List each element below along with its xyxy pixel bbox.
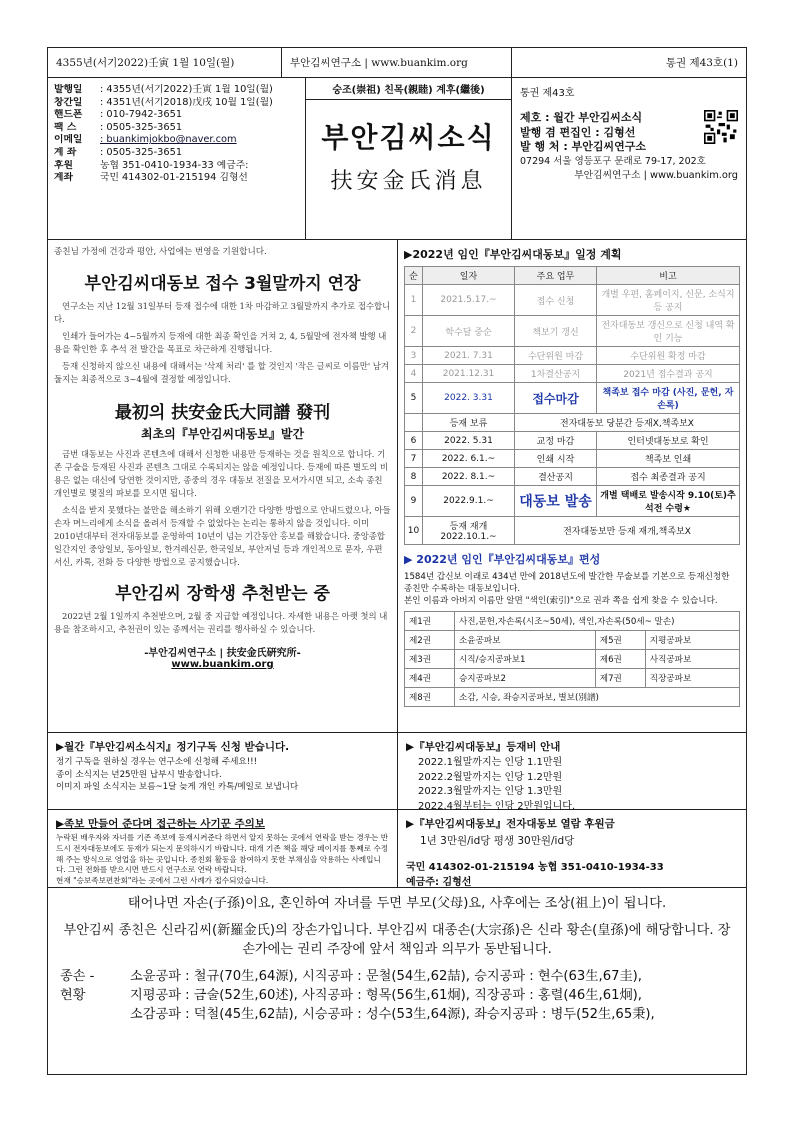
masthead-title-block: [306, 78, 512, 239]
left-column: 종친님 가정에 건강과 평안, 사업에는 번영을 기원합니다. 부안김씨대동보 접수 3월말까지 연장 연구소는 지난 12월 31일부터 등재 접수에 대한 1차 마감하고 3월말까지 추가로 접수합니다. 인쇄가 들어가는 4~5월까지 등재에 대한 최종 확인을 거쳐 2, 4, 5월말에 전자책 발행 내용을 확인한 후 추석 전 발간을 목표로 차근하게 진행됩니다. 등재 신청하지 않으신 내용에 대해서는 '삭제 처리' 를 할 것인지 '작은 글씨로 이름만' 남겨 둘지는 최종적으로 3~4월에 결정할 예정입니다. 最初의 扶安金氏大同譜 發刊 최초의『부안김씨대동보』발간 금번 대동보는 사진과 콘텐츠에 대해서 신청한 내용만 등재하는 것을 원칙으로 합니다. 기존 구술을 등재된 사진과 콘텐츠 그대로 수록되지는 않을 예정입니다. 등재에 따른 별도의 비용은 없는 대신에 당연한 것이지만, 종중의 경우 대동보 전질을 모셔가시면 되고, 소속 종친 개인별로 몇질의 파보를 모시면 됩니다. 소식을 받지 못했다는 불만을 해소하기 위해 오랜기간 다양한 방법으로 안내드렸으나, 아들 손자 며느리에게 소식을 올려서 등재할 수 없었다는 논리는 통하지 않을 것입니다. 이미 2010년대부터 전자대동보를 운영하여 10년이 넘는 기간동안 홍보를 해왔습니다. 중앙종합일간지인 중앙일보, 동아일보, 한겨레신문, 한국일보, 부안저널 등과 개인적으로 문자, 우편 서신, 카톡, 전화 등 다양한 방법으로 공지했습니다. 부안김씨 장학생 추천받는 중 2022년 2월 1일까지 추천받으며, 2월 중 지급할 예정입니다. 자세한 내용은 아랫 첫의 내용을 참조하시고, 추천권이 있는 종께서는 권리를 행사하실 수 있습니다. -부안김씨연구소 | 扶安金氏硏究所- www.buankim.org: [48, 240, 398, 732]
table-row: 제4권 승지공파보2 제7권 직장공파보: [405, 669, 740, 688]
top-center: 부안김씨연구소 | www.buankim.org: [282, 48, 512, 77]
table-row: 5 2022. 3.31 접수마감 책족보 접수 마감 (사진, 문헌, 자손록): [405, 383, 740, 414]
table-row: 9 2022.9.1.~ 대동보 발송 개별 택배로 발송시작 9.10(토)추석전 수령★: [405, 486, 740, 517]
schedule-table: 순 일자 주요 업무 비고 1 2021.5.17.~ 접수 신청 개별 우편, 홈페이지, 신문, 소식지 등 공지 2 학수달 중순 책보기 갱신 전자대동보 갱신으로 신청 내역 확인 기능 3 2021. 7.31 수단위원 마감 수단위원 확정 마감 4 2021.12.31 1차결산공지 2021년 접수결과 공지 5 2022. 3.31 접수마감 책족보 접수 마감 (사진, 문헌, 자손록) 등재 보류 전자대동보 당분간 등재X,책족보X 6 2022. 5.31 교정 마감 인터넷대동보로 확인 7 2022. 6.1.~ 인쇄 시작 책족보 인쇄 8 2022. 8.1.~ 결산공지 접수 최종결과 공지 9 2022.9.1.~ 대동보 발송 개별 택배로 발송시작 9.10(토)추석전 수령★ 10 등재 재개 2022.10.1.~ 전자대동보만 등재 재개,책족보X: [404, 266, 740, 545]
bottom-message-2: 부안김씨 종친은 신라김씨(新羅金氏)의 장손가입니다. 부안김씨 대종손(大宗孫)은 신라 황손(皇孫)에 해당합니다. 장손가에는 권리 주장에 앞서 책임과 의무가 동반됩니다.: [63, 923, 731, 957]
top-bar: [48, 48, 746, 78]
right-column: ▶2022년 임인『부안김씨대동보』일정 계획 순 일자 주요 업무 비고 1 2021.5.17.~ 접수 신청 개별 우편, 홈페이지, 신문, 소식지 등 공지 2 학수달 중순 책보기 갱신 전자대동보 갱신으로 신청 내역 확인 기능 3 2021. 7.31 수단위원 마감 수단위원 확정 마감 4 2021.12.31 1차결산공지 2021년 접수결과 공지 5 2022. 3.31 접수마감 책족보 접수 마감 (사진, 문헌, 자손록) 등재 보류 전자대동보 당분간 등재X,책족보X 6 2022. 5.31 교정 마감 인터넷대동보로 확인 7 2022. 6.1.~ 인쇄 시작 책족보 인쇄 8 2022. 8.1.~ 결산공지 접수 최종결과 공지 9 2022.9.1.~ 대동보 발송 개별 택배로 발송시작 9.10(토)추석전 수령★ 10 등재 재개 2022.10.1.~ 전자대동보만 등재 재개,책족보X ▶ 2022년 임인『부안김씨대동보』편성 1584년 갑신보 이래로 434년 만에 2018년도에 발간한 무술보를 기본으로 등재신청한 종친만 수록하는 대동보입니다. 본인 이름과 아버지 이름만 알면 "색인(索引)"으로 권과 쪽을 쉽게 찾을 수 있습니다. 제1권 사진,문헌,자손록(시조~50세), 색인,자손록(50세~ 말손) 제2권 소윤공파보 제5권 지평공파보 제3권 시직/승지공파보1 제6권 사직공파보 제4권 승지공파보2 제7권 직장공파보 제8권 소감, 시승, 좌승지공파보, 별보(別譜): [398, 240, 746, 732]
volumes-table: [404, 611, 740, 707]
status-row: 소감공파 : 덕철(45生,62喆), 시승공파 : 성수(53生,64源), 좌승지공파 : 병두(52生,65秉),: [130, 1007, 655, 1022]
table-row: 제1권 사진,문헌,자손록(시조~50세), 색인,자손록(50세~ 말손): [405, 612, 740, 631]
top-issue: 통권 제43호(1): [665, 57, 738, 69]
signature: -부안김씨연구소 | 扶安金氏硏究所-: [144, 648, 301, 659]
table-row: 제3권 시직/승지공파보1 제6권 사직공파보: [405, 650, 740, 669]
publisher-info: 통권 제43호 제호 : 월간 부안김씨소식 발행 겸 편집인 : 김형선 발 행 처 : 부안김씨연구소 07294 서울 영등포구 문래로 79-17, 202호 부안김씨연구소 | www.buankim.org: [512, 78, 746, 239]
volumes-title: ▶ 2022년 임인『부안김씨대동보』편성: [404, 553, 601, 566]
table-row: 7 2022. 6.1.~ 인쇄 시작 책족보 인쇄: [405, 450, 740, 468]
website-link[interactable]: 부안김씨연구소 | www.buankim.org: [574, 170, 738, 181]
headline-scholarship: 부안김씨 장학생 추천받는 중: [115, 584, 330, 604]
subscription-box: ▶월간『부안김씨소식지』정기구독 신청 받습니다. 정기 구독을 원하실 경우는 연구소에 신청해 주세요!!! 종이 소식지는 년25만원 납부시 발송합니다. 이미지 파일 소식지는 보름~1달 늦게 개인 카톡/메일로 보냅니다: [48, 733, 398, 810]
newsletter-page: [47, 47, 747, 1075]
footer-website-link[interactable]: www.buankim.org: [171, 659, 274, 670]
table-row: 2 학수달 중순 책보기 갱신 전자대동보 갱신으로 신청 내역 확인 기능: [405, 316, 740, 347]
qr-code-icon[interactable]: [704, 110, 738, 144]
table-row: 10 등재 재개 2022.10.1.~ 전자대동보만 등재 재개,책족보X: [405, 517, 740, 545]
fees-box: ▶『부안김씨대동보』등재비 안내 2022.1월말까지는 인당 1.1만원 2022.2월말까지는 인당 1.2만원 2022.3월말까지는 인당 1.3만원 2022.4월부터는 인당 2만원입니다.: [398, 733, 746, 810]
table-row: 8 2022. 8.1.~ 결산공지 접수 최종결과 공지: [405, 468, 740, 486]
publication-info: 발행일 : 4355년(서기2022)壬寅 1월 10일(월) 창간일 : 4351년(서기2018)戊戌 10월 1일(월) 핸드폰 : 010-7942-3651 팩 스 : 0505-325-3651 이메일 : buankimjokbo@naver.com 계 좌 : 0505-325-3651 후원 농협 351-0410-1934-33 예금주: 계좌 국민 414302-01-215194 김형선: [48, 78, 306, 239]
email-link[interactable]: : buankimjokbo@naver.com: [100, 134, 237, 146]
table-row: 등재 보류 전자대동보 당분간 등재X,책족보X: [405, 414, 740, 432]
schedule-title: ▶2022년 임인『부안김씨대동보』일정 계획: [404, 248, 622, 261]
table-row: 4 2021.12.31 1차결산공지 2021년 접수결과 공지: [405, 365, 740, 383]
masthead: [48, 78, 746, 240]
bottom-section: [48, 888, 746, 1030]
motto: 숭조(崇祖) 친목(親睦) 계후(繼後): [306, 78, 511, 100]
top-date: 4355년(서기2022)壬寅 1월 10일(월): [48, 48, 282, 77]
headline-registration-extended: 부안김씨대동보 접수 3월말까지 연장: [84, 274, 361, 294]
bottom-message-1: 태어나면 자손(子孫)이요, 혼인하여 자녀를 두면 부모(父母)요, 사후에는 조상(祖上)이 됩니다.: [127, 896, 667, 911]
table-row: 3 2021. 7.31 수단위원 마감 수단위원 확정 마감: [405, 347, 740, 365]
table-row: 1 2021.5.17.~ 접수 신청 개별 우편, 홈페이지, 신문, 소식지 등 공지: [405, 285, 740, 316]
newsletter-title: 부안김씨소식: [321, 121, 496, 154]
subhead-first-daedongbo: 최초의『부안김씨대동보』발간: [140, 427, 305, 441]
donation-box: ▶『부안김씨대동보』전자대동보 열람 후원금 1년 3만원/id당 평생 30만원/id당 국민 414302-01-215194 농협 351-0410-1934-33 예금주: 김형선: [398, 810, 746, 888]
table-row: 제8권 소감, 시승, 좌승지공파보, 별보(別譜): [405, 688, 740, 707]
newsletter-title-hanja: 扶安金氏消息: [330, 169, 487, 194]
table-row: 제2권 소윤공파보 제5권 지평공파보: [405, 631, 740, 650]
greeting: 종친님 가정에 건강과 평안, 사업에는 번영을 기원합니다.: [54, 247, 267, 257]
fraud-warning-box: ▶족보 만들어 준다며 접근하는 사기꾼 주의보 누락된 배우자와 자녀를 기존 족보에 등재시켜준다 하면서 알지 못하는 곳에서 연락을 받는 경우는 반드시 전자대동보에도 등재가 되는지 문의하시기 바랍니다. 대개 기존 책을 해당 페이지를 통째로 수정해 주는 방식으로 영업을 하는 곳입니다. 종친회 활동을 참여하지 못한 부채심을 악용하는 사례입니다. 그런 전화를 받으시면 반드시 연구소로 연락 바랍니다. 현재 "승보족보편찬회"라는 곳에서 그런 사례가 접수되었습니다.: [48, 810, 398, 888]
main-columns: [48, 240, 746, 733]
donation-account: 국민 414302-01-215194 농협 351-0410-1934-33: [406, 862, 664, 873]
table-row: 6 2022. 5.31 교정 마감 인터넷대동보로 확인: [405, 432, 740, 450]
status-row: 현황 지평공파 : 금술(52生,60述), 사직공파 : 형목(56生,61炯), 직장공파 : 홍렬(46生,61炯),: [60, 988, 642, 1003]
headline-first-daedongbo: 最初의 扶安金氏大同譜 發刊: [114, 403, 331, 423]
status-row: 종손 - 소윤공파 : 철규(70生,64源), 시직공파 : 문철(54生,62喆), 승지공파 : 현수(63生,67圭),: [60, 969, 642, 984]
